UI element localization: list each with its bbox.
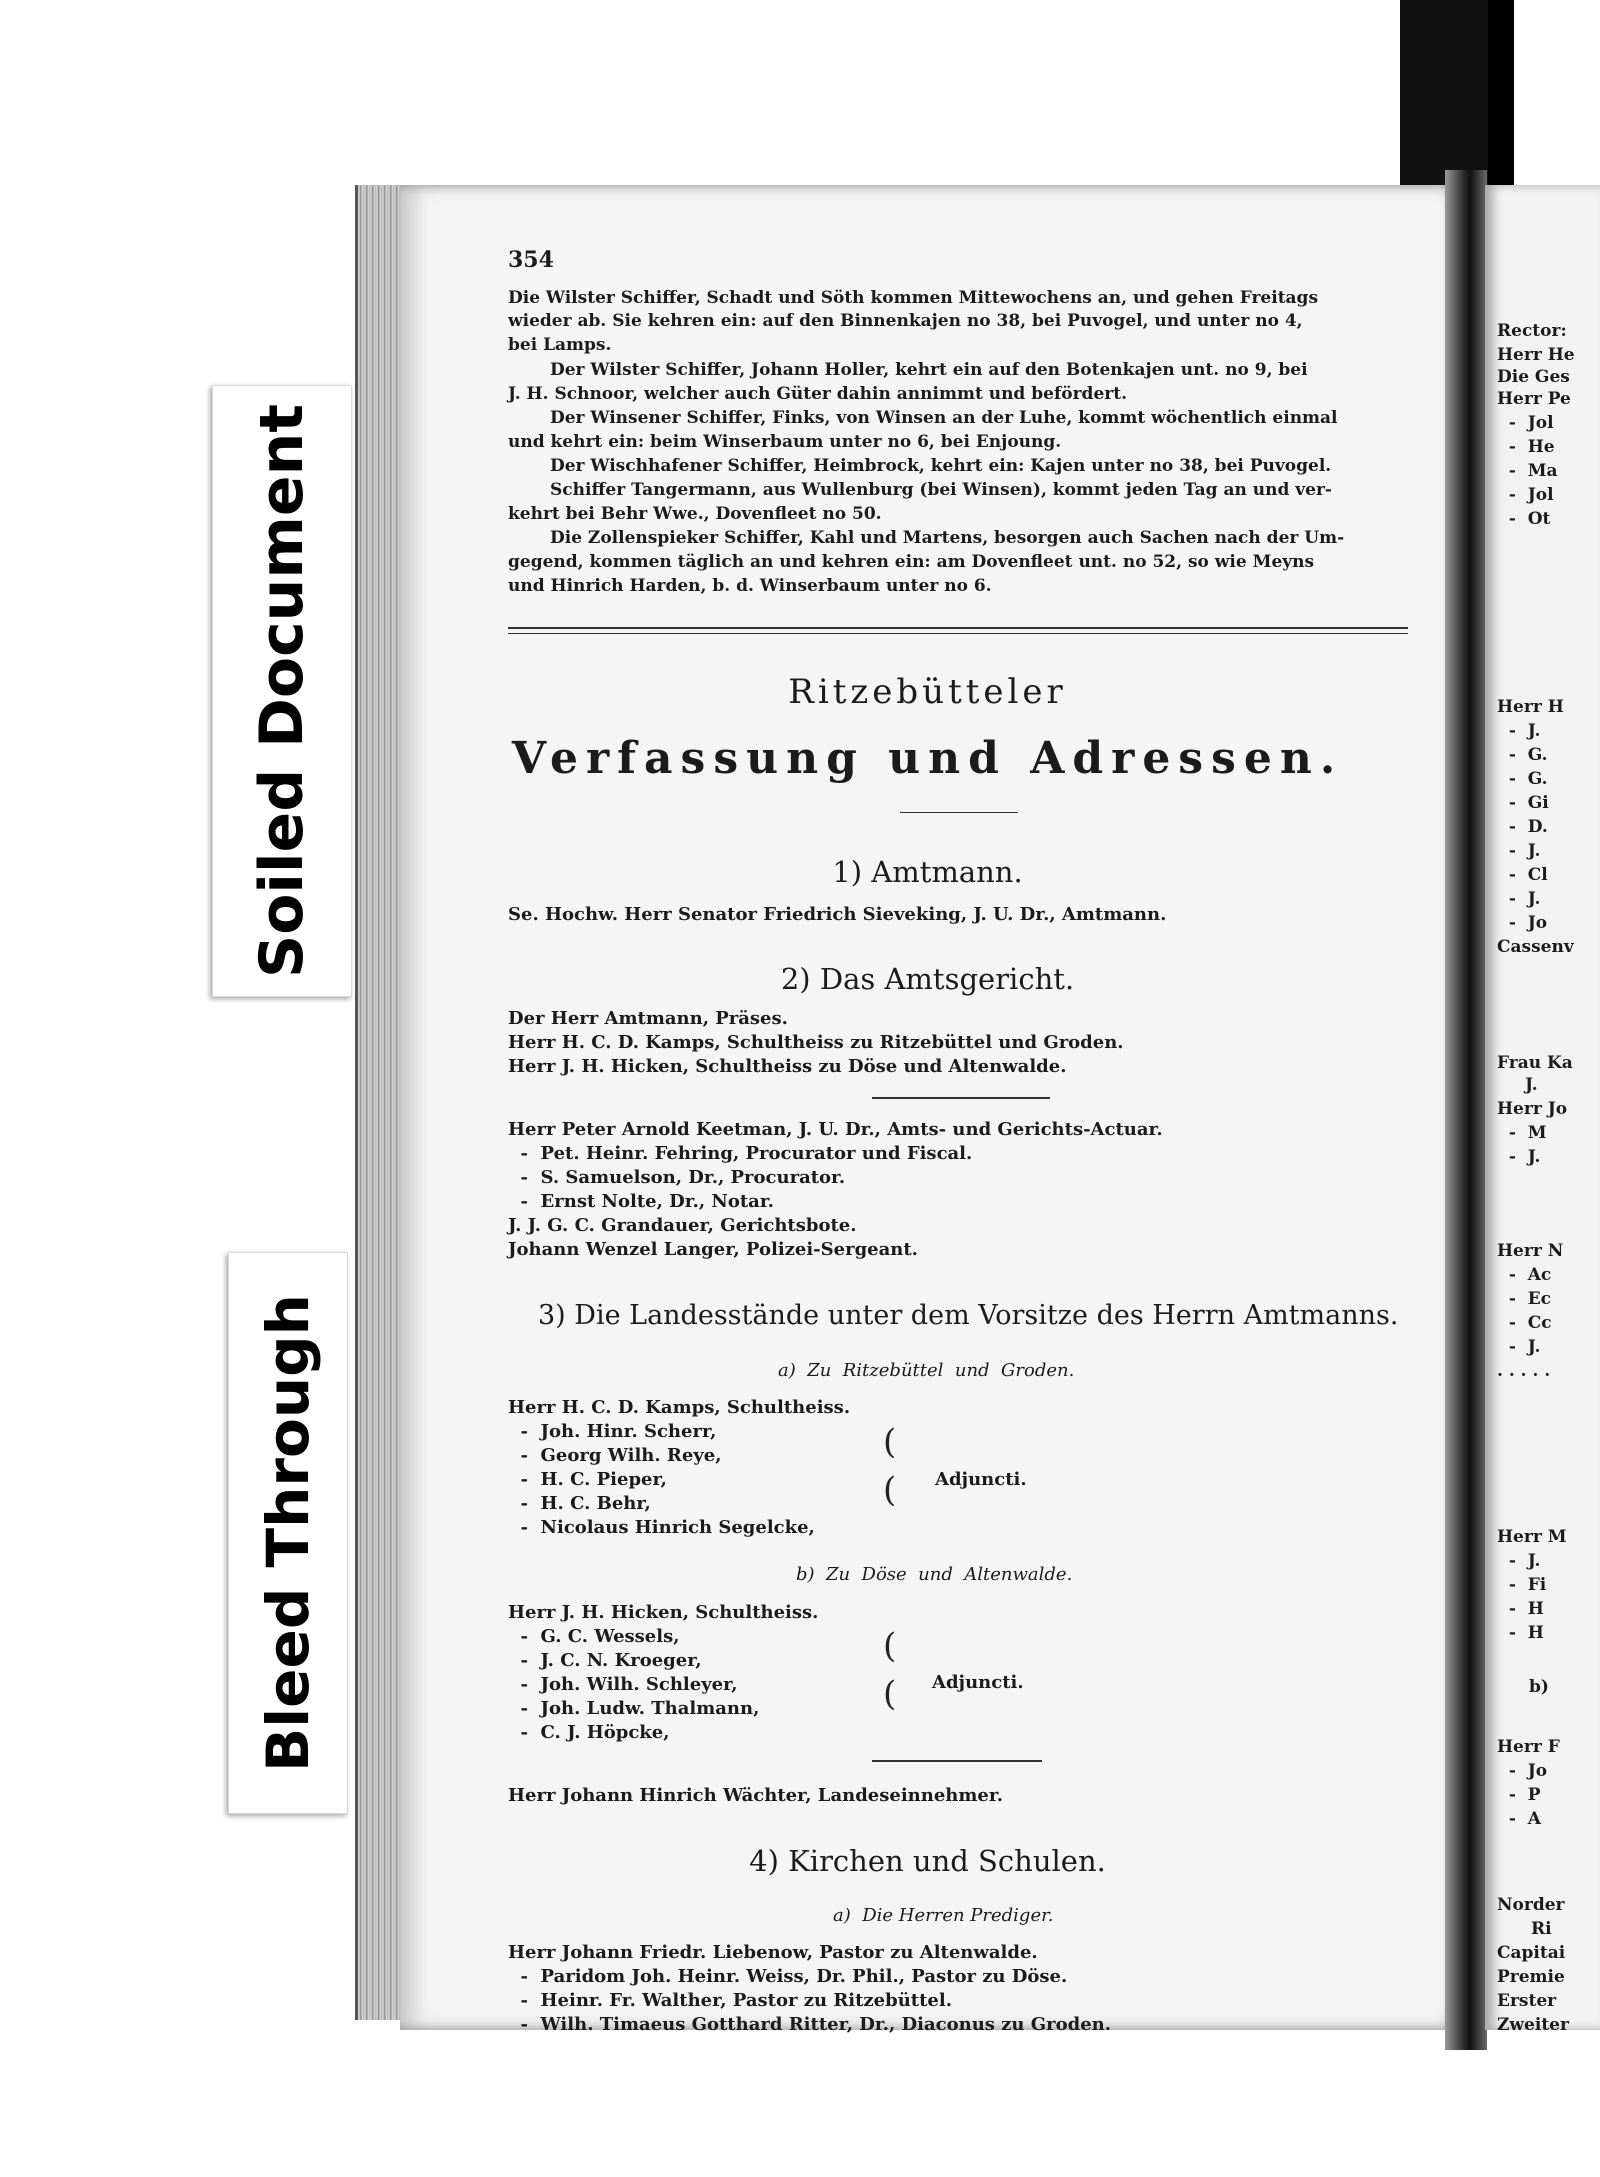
- right-fragment: - M: [1497, 1123, 1547, 1143]
- right-fragment: b): [1529, 1677, 1549, 1697]
- prediger-line: - Heinr. Fr. Walther, Pastor zu Ritzebüttel.: [508, 1990, 952, 2011]
- section-3-sub-b: b) Zu Döse und Altenwalde.: [796, 1564, 1073, 1585]
- right-fragment: Frau Ka: [1497, 1053, 1573, 1073]
- right-fragment: - Cc: [1497, 1313, 1552, 1333]
- title-line-2: Verfassung und Adressen.: [511, 733, 1344, 784]
- court-staff-line: Herr Peter Arnold Keetman, J. U. Dr., Amts- und Gerichts-Actuar.: [508, 1119, 1163, 1140]
- right-fragment: Herr Pe: [1497, 389, 1571, 409]
- right-fragment: - J.: [1497, 841, 1541, 861]
- adjuncti-a: Adjuncti.: [935, 1469, 1027, 1490]
- right-fragment: - Fi: [1497, 1575, 1547, 1595]
- intro-line: Der Winsener Schiffer, Finks, von Winsen an der Luhe, kommt wöchentlich einmal: [550, 408, 1338, 428]
- brace-a: ( (: [883, 1422, 897, 1510]
- right-fragment: Herr M: [1497, 1527, 1567, 1547]
- intro-line: Der Wischhafener Schiffer, Heimbrock, kehrt ein: Kajen unter no 38, bei Puvogel.: [550, 456, 1332, 476]
- right-fragment: J.: [1525, 1075, 1538, 1095]
- intro-line: kehrt bei Behr Wwe., Dovenfleet no 50.: [508, 504, 882, 524]
- court-staff-line: - S. Samuelson, Dr., Procurator.: [508, 1167, 846, 1188]
- prediger-line: - Wilh. Timaeus Gotthard Ritter, Dr., Diaconus zu Groden.: [508, 2014, 1112, 2035]
- right-fragment: Norder: [1497, 1895, 1565, 1915]
- right-fragment: - H: [1497, 1599, 1544, 1619]
- court-line: Der Herr Amtmann, Präses.: [508, 1008, 788, 1029]
- intro-line: bei Lamps.: [508, 335, 612, 355]
- right-fragment: - Ec: [1497, 1289, 1552, 1309]
- page-edges: [355, 185, 406, 2020]
- bleed-through-label: Bleed Through: [254, 1294, 322, 1772]
- title-line-1: Ritzebütteler: [788, 672, 1067, 712]
- court-staff-line: - Pet. Heinr. Fehring, Procurator und Fiscal.: [508, 1143, 973, 1164]
- landstand-line: Herr H. C. D. Kamps, Schultheiss.: [508, 1397, 851, 1418]
- right-fragment: Capitai: [1497, 1943, 1566, 1963]
- section-rule: [872, 1097, 1050, 1099]
- right-fragment: - He: [1497, 437, 1555, 457]
- court-line: Herr H. C. D. Kamps, Schultheiss zu Ritzebüttel und Groden.: [508, 1032, 1124, 1053]
- right-fragment: - J.: [1497, 721, 1541, 741]
- right-fragment: - Jol: [1497, 485, 1554, 505]
- intro-line: Der Wilster Schiffer, Johann Holler, kehrt ein auf den Botenkajen unt. no 9, bei: [550, 360, 1308, 380]
- right-fragment: Ri: [1531, 1919, 1552, 1939]
- intro-line: und kehrt ein: beim Winserbaum unter no 6, bei Enjoung.: [508, 432, 1062, 452]
- right-fragment: - Gi: [1497, 793, 1549, 813]
- intro-line: Die Zollenspieker Schiffer, Kahl und Martens, besorgen auch Sachen nach der Um-: [550, 528, 1345, 548]
- right-fragment: - Jo: [1497, 913, 1548, 933]
- landstand-line: - Joh. Ludw. Thalmann,: [508, 1698, 760, 1719]
- intro-line: und Hinrich Harden, b. d. Winserbaum unter no 6.: [508, 576, 992, 596]
- right-fragment: Erster: [1497, 1991, 1557, 2011]
- book-cover-edge: [1488, 0, 1514, 190]
- right-fragment: - Jo: [1497, 1761, 1548, 1781]
- amtmann-line: Se. Hochw. Herr Senator Friedrich Sieveking, J. U. Dr., Amtmann.: [508, 904, 1167, 925]
- landstand-line: - Joh. Wilh. Schleyer,: [508, 1674, 738, 1695]
- right-fragment: - G.: [1497, 769, 1548, 789]
- intro-line: gegend, kommen täglich an und kehren ein: am Dovenfleet unt. no 52, so wie Meyns: [508, 552, 1315, 572]
- right-fragment: Cassenv: [1497, 937, 1574, 957]
- right-fragment: Zweiter: [1497, 2015, 1569, 2030]
- adjuncti-b: Adjuncti.: [932, 1672, 1024, 1693]
- section-4-sub-a: a) Die Herren Prediger.: [833, 1905, 1054, 1926]
- section-3-sub-a: a) Zu Ritzebüttel und Groden.: [778, 1360, 1075, 1381]
- bleed-through-tab: [228, 1252, 348, 1814]
- right-fragment: - Jol: [1497, 413, 1554, 433]
- landstand-line: - Nicolaus Hinrich Segelcke,: [508, 1517, 815, 1538]
- right-fragment: - G.: [1497, 745, 1548, 765]
- prediger-line: - Paridom Joh. Heinr. Weiss, Dr. Phil., Pastor zu Döse.: [508, 1966, 1068, 1987]
- landstand-line: Herr J. H. Hicken, Schultheiss.: [508, 1602, 819, 1623]
- right-fragment: Herr He: [1497, 345, 1575, 365]
- right-fragment: Herr Jo: [1497, 1099, 1568, 1119]
- title-rule: [900, 812, 1018, 813]
- soiled-document-label: Soiled Document: [247, 403, 317, 979]
- court-staff-line: J. J. G. C. Grandauer, Gerichtsbote.: [508, 1215, 857, 1236]
- right-page: [1485, 185, 1600, 2030]
- section-1-heading: 1) Amtmann.: [832, 855, 1023, 889]
- intro-line: Die Wilster Schiffer, Schadt und Söth kommen Mittewochens an, und gehen Freitags: [508, 288, 1319, 308]
- intro-line: J. H. Schnoor, welcher auch Güter dahin annimmt und befördert.: [508, 384, 1127, 404]
- page-number: 354: [508, 247, 554, 273]
- right-fragment: - Cl: [1497, 865, 1548, 885]
- right-fragment: Rector:: [1497, 321, 1567, 341]
- landstand-line: - Joh. Hinr. Scherr,: [508, 1421, 717, 1442]
- book-gutter: [1445, 170, 1487, 2050]
- right-fragment: - A: [1497, 1809, 1541, 1829]
- section-2-heading: 2) Das Amtsgericht.: [780, 962, 1075, 996]
- landstand-line: - G. C. Wessels,: [508, 1626, 680, 1647]
- right-fragment: - H: [1497, 1623, 1544, 1643]
- landstand-line: - H. C. Behr,: [508, 1493, 651, 1514]
- right-fragment: - D.: [1497, 817, 1548, 837]
- landstand-line: - Georg Wilh. Reye,: [508, 1445, 722, 1466]
- landstand-line: - J. C. N. Kroeger,: [508, 1650, 702, 1671]
- intro-line: wieder ab. Sie kehren ein: auf den Binnenkajen no 38, bei Puvogel, und unter no 4,: [508, 311, 1303, 331]
- double-rule: [508, 627, 1408, 629]
- right-fragment: - J.: [1497, 889, 1541, 909]
- right-fragment: . . . . .: [1497, 1361, 1551, 1381]
- right-fragment: Herr H: [1497, 697, 1564, 717]
- intro-line: Schiffer Tangermann, aus Wullenburg (bei Winsen), kommt jeden Tag an und ver-: [550, 480, 1332, 500]
- landstand-line: - H. C. Pieper,: [508, 1469, 667, 1490]
- right-fragment: - J.: [1497, 1147, 1541, 1167]
- right-fragment: - P: [1497, 1785, 1541, 1805]
- right-fragment: Premie: [1497, 1967, 1565, 1987]
- section-rule: [872, 1760, 1042, 1762]
- right-fragment: Die Ges: [1497, 367, 1570, 387]
- court-staff-line: - Ernst Nolte, Dr., Notar.: [508, 1191, 774, 1212]
- right-fragment: Herr F: [1497, 1737, 1560, 1757]
- section-4-heading: 4) Kirchen und Schulen.: [749, 1844, 1106, 1878]
- right-fragment: Herr N: [1497, 1241, 1564, 1261]
- landeseinnehmer-line: Herr Johann Hinrich Wächter, Landeseinnehmer.: [508, 1785, 1003, 1806]
- right-fragment: - J.: [1497, 1551, 1541, 1571]
- landstand-line: - C. J. Höpcke,: [508, 1722, 670, 1743]
- right-fragment: - Ot: [1497, 509, 1551, 529]
- section-3-heading: 3) Die Landesstände unter dem Vorsitze des Herrn Amtmanns.: [538, 1300, 1399, 1331]
- prediger-line: Herr Johann Friedr. Liebenow, Pastor zu Altenwalde.: [508, 1942, 1038, 1963]
- right-fragment: - Ma: [1497, 461, 1558, 481]
- soiled-document-tab: [212, 385, 352, 997]
- right-fragment: - Ac: [1497, 1265, 1552, 1285]
- right-fragment: - J.: [1497, 1337, 1541, 1357]
- court-line: Herr J. H. Hicken, Schultheiss zu Döse und Altenwalde.: [508, 1056, 1067, 1077]
- double-rule: [508, 633, 1408, 634]
- court-staff-line: Johann Wenzel Langer, Polizei-Sergeant.: [508, 1239, 918, 1260]
- brace-b: ( (: [883, 1626, 897, 1714]
